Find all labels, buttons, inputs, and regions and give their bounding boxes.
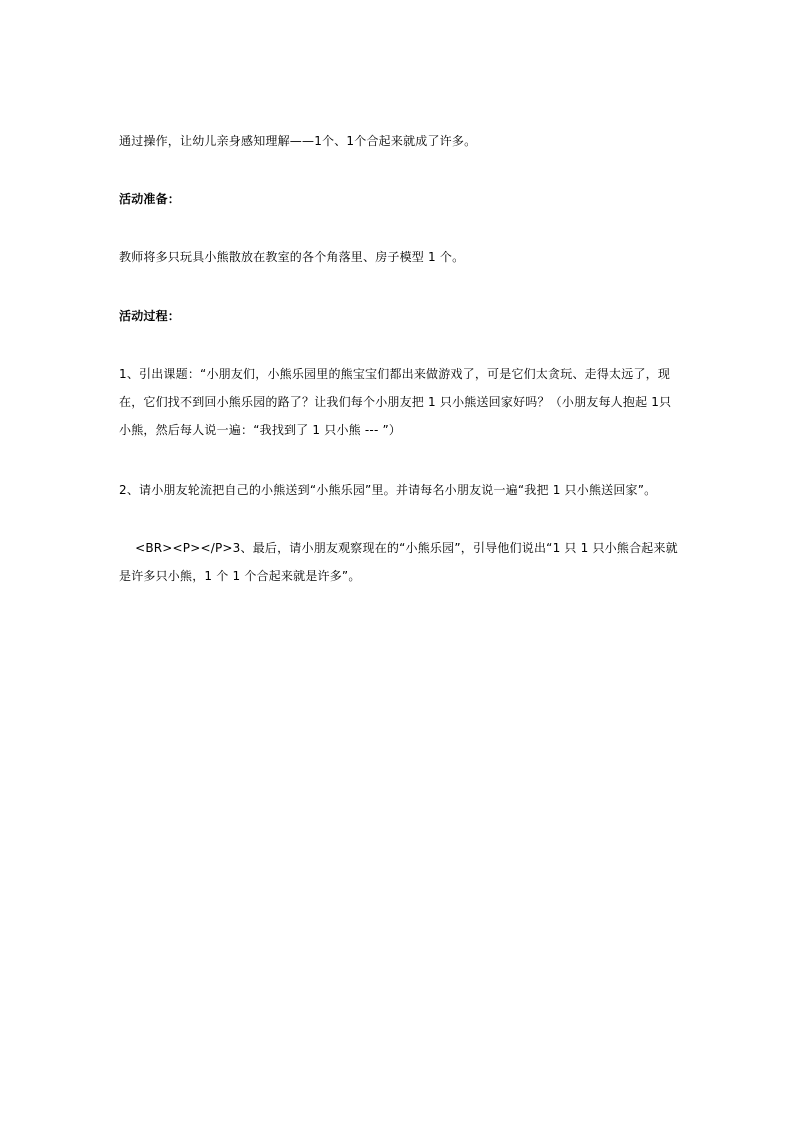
process-step-3: <BR><P></P>3、最后，请小朋友观察现在的“小熊乐园”，引导他们说出“1 只 1 只小熊合起来就是许多只小熊，1 个 1 个合起来就是许多”。 [119, 541, 678, 583]
activity-goal-text: 通过操作，让幼儿亲身感知理解——1个、1个合起来就成了许多。 [119, 134, 477, 148]
preparation-heading: 活动准备： [119, 192, 181, 206]
preparation-text: 教师将多只玩具小熊散放在教室的各个角落里、房子模型 1 个。 [119, 250, 465, 264]
process-step-2: 2、请小朋友轮流把自己的小熊送到“小熊乐园”里。并请每名小朋友说一遍“我把 1 只小熊送回家”。 [119, 483, 657, 497]
process-heading: 活动过程： [119, 309, 181, 323]
process-step-1: 1、引出课题：“小朋友们，小熊乐园里的熊宝宝们都出来做游戏了，可是它们太贪玩、走得太远了，现在，它们找不到回小熊乐园的路了？让我们每个小朋友把 1 只小熊送回家好吗？（小朋友每人抱起 1只小熊，然后每人说一遍：“我找到了 1 只小熊 --- ”） [119, 367, 672, 437]
